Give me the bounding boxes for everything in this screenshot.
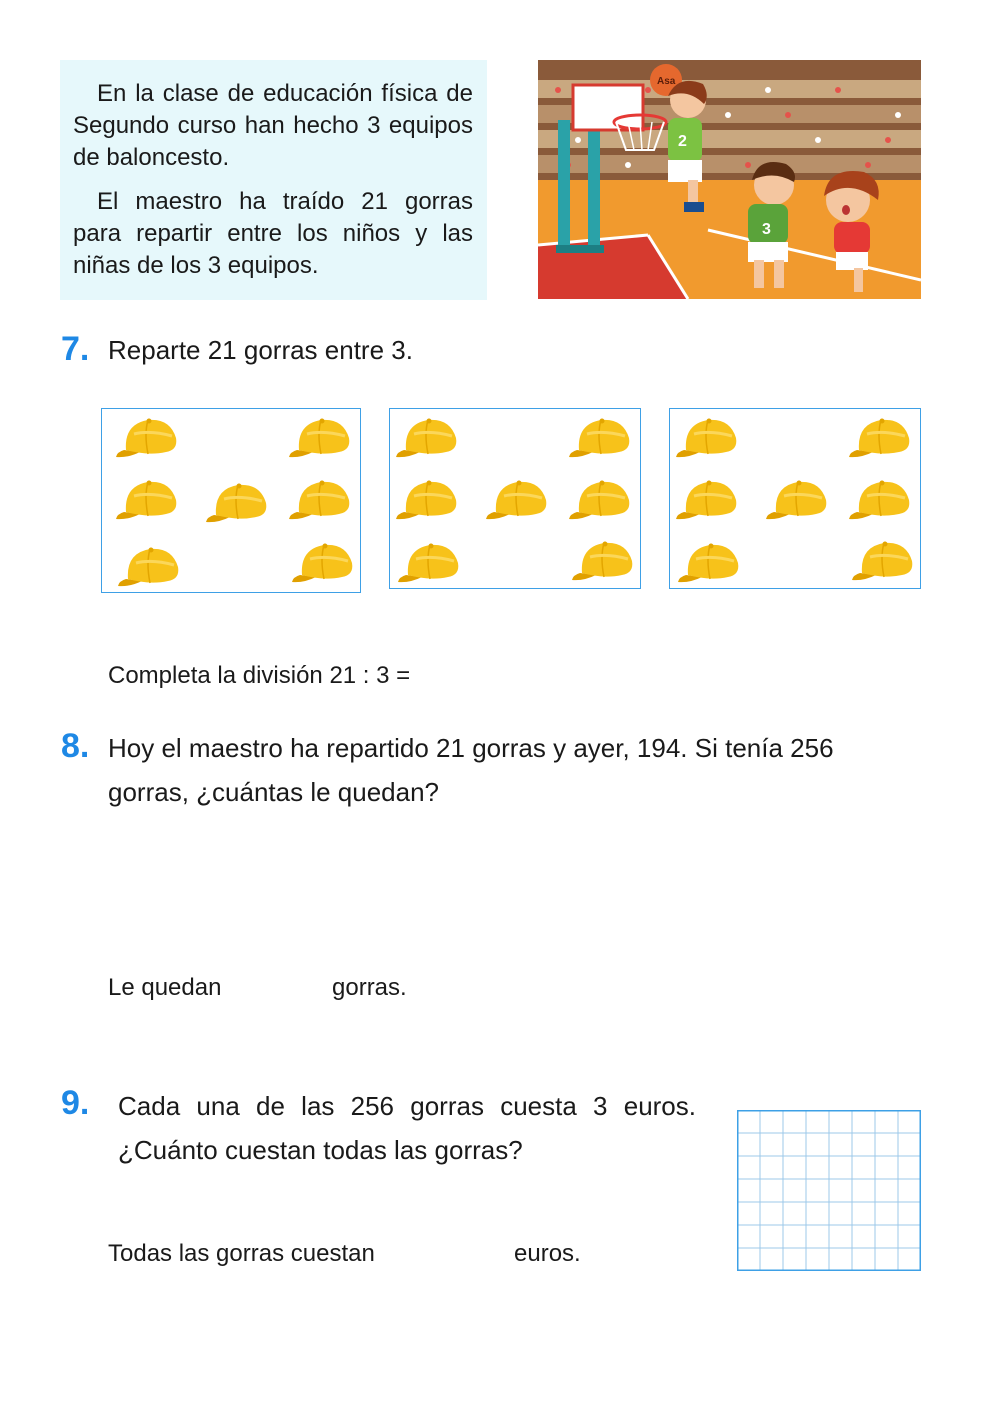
cap-icon [567,414,633,460]
cap-icon [114,414,180,460]
q9-answer-suffix: euros. [514,1240,581,1267]
cap-icon [676,539,742,585]
question-9-number: 9. [61,1084,90,1122]
ball-label: Asa [657,76,676,87]
cap-icon [847,414,913,460]
cap-icon [396,539,462,585]
q8-answer-suffix: gorras. [332,974,407,1001]
cap-group-1 [101,408,361,593]
intro-paragraph-1: En la clase de educación física de Segundo curso han hecho 3 equipos de baloncesto. [73,80,473,171]
jersey-number-3: 3 [762,221,771,238]
cap-icon [674,476,740,522]
jersey-number-2: 2 [678,133,687,150]
cap-icon [114,476,180,522]
cap-icon [570,537,636,583]
calculation-grid [737,1110,921,1271]
question-7-number: 7. [61,330,90,368]
basketball-illustration [538,60,921,299]
q8-answer-prefix: Le quedan [108,974,222,1001]
question-8-line-2: gorras, ¿cuántas le quedan? [108,777,439,807]
cap-icon [394,476,460,522]
cap-group-3 [669,408,921,589]
intro-box [60,60,487,300]
cap-icon [850,537,916,583]
q9-answer-prefix: Todas las gorras cuestan [108,1240,375,1267]
cap-icon [204,479,270,525]
question-9-line-1: Cada una de las 256 gorras cuesta 3 euros. [118,1091,696,1121]
cap-icon [567,476,633,522]
question-8-number: 8. [61,727,90,765]
cap-icon [674,414,740,460]
cap-icon [287,476,353,522]
cap-icon [484,476,550,522]
question-7-text: Reparte 21 gorras entre 3. [108,335,413,365]
question-8-line-1: Hoy el maestro ha repartido 21 gorras y ayer, 194. Si tenía 256 [108,733,834,763]
cap-group-2 [389,408,641,589]
cap-icon [287,414,353,460]
cap-icon [116,543,182,589]
cap-icon [847,476,913,522]
question-9-line-2: ¿Cuánto cuestan todas las gorras? [118,1135,523,1165]
cap-icon [290,539,356,585]
cap-icon [394,414,460,460]
division-prompt: Completa la división 21 : 3 = [108,662,411,689]
intro-paragraph-2: El maestro ha traído 21 gorras para repartir entre los niños y las niñas de los 3 equipos. [73,188,473,279]
cap-icon [764,476,830,522]
